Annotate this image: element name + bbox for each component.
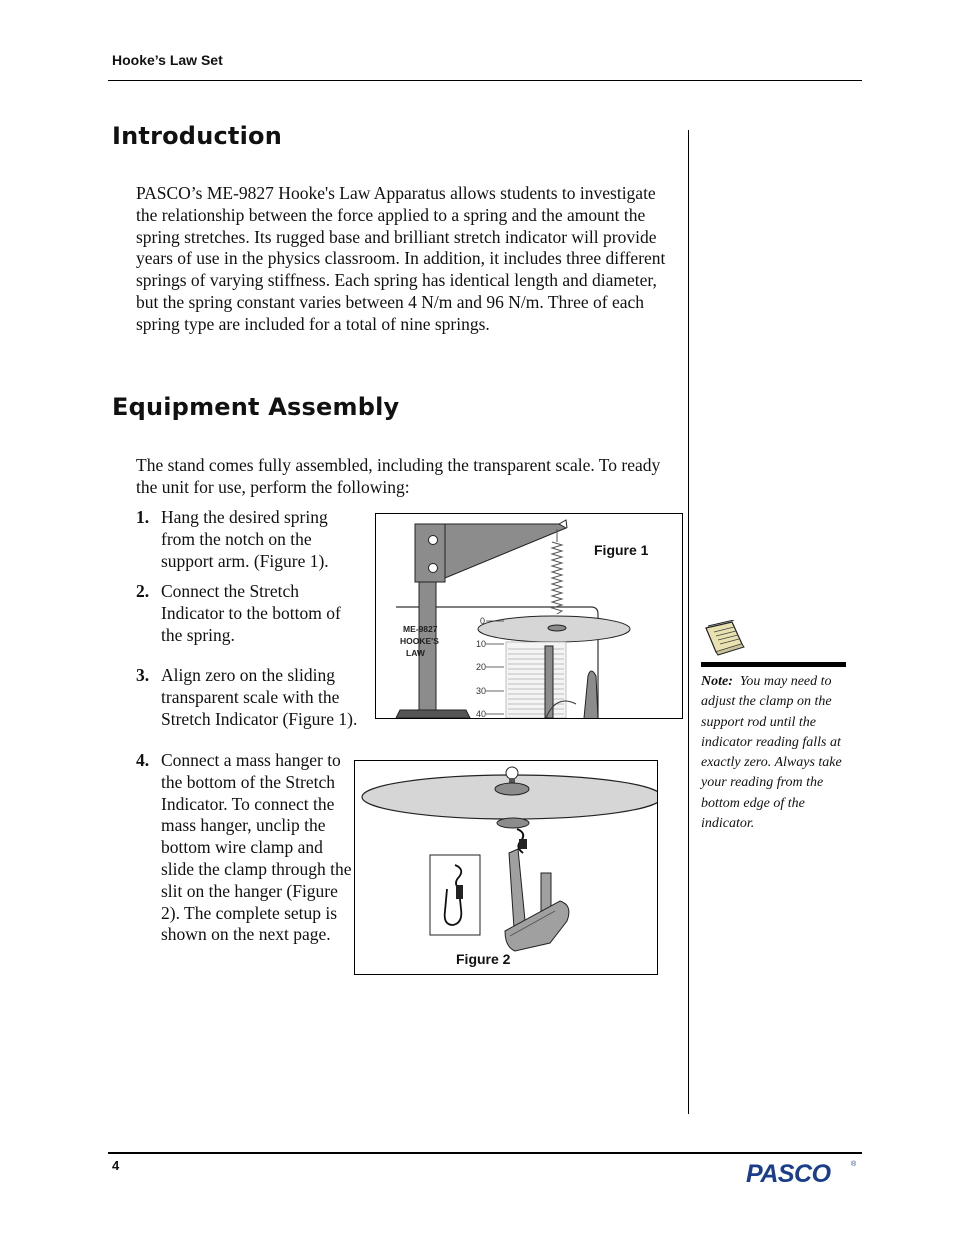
step-4 (136, 750, 352, 946)
step-number: 4. (136, 750, 150, 770)
note-text: You may need to adjust the clamp on the support rod until the indicator reading falls at exactly zero. Always take your reading from the bottom edge of the indicator. (701, 674, 842, 832)
clamp-clip (519, 839, 527, 849)
assembly-intro-paragraph: The stand comes fully assembled, including the transparent scale. To ready the unit for use, perform the following: (136, 455, 661, 497)
figure-1 (375, 513, 683, 719)
step-number: 3. (136, 665, 150, 685)
figure-1-caption: Figure 1 (594, 542, 649, 558)
clamp-screw-icon (429, 536, 438, 545)
clip-detail-block (456, 885, 463, 899)
page-number: 4 (112, 1158, 120, 1173)
running-header: Hooke’s Law Set (112, 52, 223, 68)
header-rule (108, 80, 862, 81)
indicator-hub (548, 625, 566, 631)
introduction-heading: Introduction (112, 122, 282, 150)
step-3 (136, 665, 374, 730)
step-1 (136, 507, 356, 572)
clamp-screw-icon (429, 564, 438, 573)
scale-tick-label: 30 (476, 686, 487, 696)
note-label: Note: (701, 674, 733, 689)
step-text: Connect a mass hanger to the bottom of the Stretch Indicator. To connect the mass hanger, unclip the bottom wire clamp and slide the clamp through the slit on the hanger (Figure 2). The complete setup is shown on the next page. (161, 750, 352, 945)
step-number: 2. (136, 581, 150, 601)
support-arm (445, 524, 566, 578)
indicator-underside (497, 818, 529, 828)
base-label-line: ME-9827 (403, 624, 438, 634)
figure-2 (354, 760, 658, 975)
base-label-line: HOOKE'S (400, 636, 439, 646)
mass-hanger (584, 671, 598, 718)
notepad-icon (702, 620, 746, 656)
note-block (701, 672, 851, 834)
pasco-logo (744, 1158, 856, 1188)
footer-rule (108, 1152, 862, 1154)
step-2 (136, 581, 361, 646)
logo-wordmark: PASCO (746, 1160, 831, 1188)
base-label-line: LAW (406, 648, 425, 658)
spring-coil (552, 529, 562, 614)
transparent-scale (506, 642, 566, 718)
step-number: 1. (136, 507, 150, 527)
eyelet-ring (506, 767, 518, 779)
registered-mark: ® (851, 1161, 856, 1168)
scale-tick-label: 20 (476, 662, 487, 672)
figure-2-illustration (355, 761, 657, 974)
introduction-paragraph: PASCO’s ME-9827 Hooke's Law Apparatus allows students to investigate the relationship between the force applied to a spring and the amount the spring stretches. Its rugged base and brilliant stretch indicator will provide years of use in the physics classroom. In addition, it includes three different springs of varying stiffness. Each spring has identical length and diameter, but the spring constant varies between 4 N/m and 96 N/m. Three of each spring type are included for a total of nine springs. (136, 183, 666, 334)
clip-detail-inset (430, 855, 480, 935)
equipment-assembly-heading: Equipment Assembly (112, 393, 400, 421)
stand-base (396, 710, 470, 718)
note-rule (701, 662, 846, 667)
step-text: Hang the desired spring from the notch on the support arm. (Figure 1). (161, 507, 329, 571)
scale-tick-label: 10 (476, 639, 487, 649)
indicator-hub (495, 783, 529, 795)
figure-2-caption: Figure 2 (456, 951, 511, 967)
step-text: Connect the Stretch Indicator to the bottom of the spring. (161, 581, 341, 645)
column-divider (688, 130, 689, 1114)
scale-tick-label: 0 (480, 616, 486, 626)
step-text: Align zero on the sliding transparent scale with the Stretch Indicator (Figure 1). (161, 665, 358, 729)
clamp-block (415, 524, 445, 582)
scale-tick-label: 40 (476, 709, 487, 718)
